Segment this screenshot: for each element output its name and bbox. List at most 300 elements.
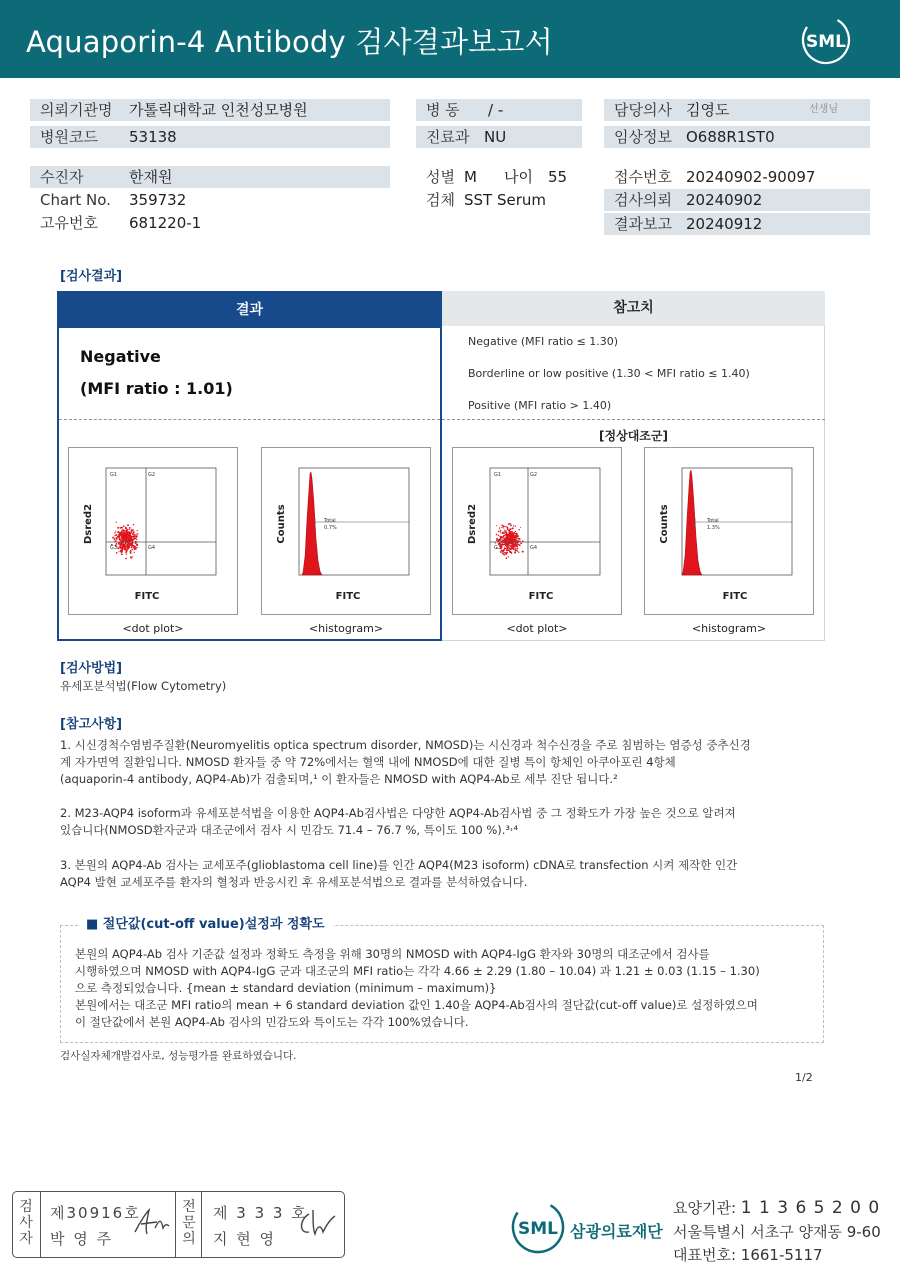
dot-event xyxy=(114,535,115,536)
note-2a: 2. M23-AQP4 isoform과 유세포분석법을 이용한 AQP4-Ab검사법은 다양한 AQP4-Ab검사법 중 그 정확도가 가장 높은 것으로 알려져 xyxy=(60,806,736,820)
result-ratio: (MFI ratio : 1.01) xyxy=(80,379,233,398)
dot-event xyxy=(508,523,510,525)
dot-event xyxy=(518,538,520,540)
dot-event xyxy=(515,542,516,543)
hospital-code-value: 53138 xyxy=(129,128,177,146)
dot-event xyxy=(135,535,137,537)
dot-event xyxy=(117,527,119,529)
institution-value: 가톨릭대학교 인천성모병원 xyxy=(129,101,308,119)
dot-event xyxy=(510,539,512,541)
dot-event xyxy=(503,532,504,533)
specialist-label: 전문의 xyxy=(182,1199,196,1247)
dot-event xyxy=(518,529,520,531)
dot-event xyxy=(507,535,508,536)
control-histogram-svg xyxy=(645,448,813,614)
ref-positive: Positive (MFI ratio > 1.40) xyxy=(468,399,612,412)
result-divider xyxy=(59,419,440,420)
dot-event xyxy=(510,531,511,532)
dot-event xyxy=(517,535,518,536)
footer-address: 서울특별시 서초구 양재동 9-60 xyxy=(673,1223,881,1241)
patient-dot-plot xyxy=(68,447,238,615)
dot-event xyxy=(118,551,119,552)
note-1c: (aquaporin-4 antibody, AQP4-Ab)가 검출되며,¹ 이 환자들은 NMOSD with AQP4-Ab로 세부 진단 됩니다.² xyxy=(60,772,618,786)
doctor-row xyxy=(604,99,870,121)
footer-phone xyxy=(673,1244,823,1265)
dot-event xyxy=(134,546,136,548)
control-histogram xyxy=(644,447,814,615)
dot-event xyxy=(499,527,500,528)
dot-event xyxy=(119,544,120,545)
footer-institution-code xyxy=(673,1197,880,1218)
dot-event xyxy=(508,545,510,547)
dot-event xyxy=(133,534,134,535)
dot-x-axis-label: FITC xyxy=(528,591,554,602)
dot-event xyxy=(128,540,129,541)
receipt-value: 20240902-90097 xyxy=(686,168,816,186)
patient-dot-caption: <dot plot> xyxy=(122,622,184,635)
dot-event xyxy=(502,550,504,552)
note-1a: 1. 시신경척수염범주질환(Neuromyelitis optica spectrum disorder, NMOSD)는 시신경과 척수신경을 주로 침범하는 염증성 중추신경 xyxy=(60,738,751,752)
inspector-label: 검사자 xyxy=(19,1199,33,1247)
dot-event xyxy=(510,524,512,526)
quad-g2: G2 xyxy=(530,472,538,478)
quad-g4: G4 xyxy=(148,545,156,551)
control-dot-caption: <dot plot> xyxy=(506,622,568,635)
dot-event xyxy=(506,549,508,551)
dot-event xyxy=(516,545,518,547)
dot-event xyxy=(133,552,134,553)
control-dot-plot-svg xyxy=(453,448,621,614)
dot-event xyxy=(515,531,516,532)
dot-event xyxy=(123,546,125,548)
dot-event xyxy=(121,551,123,553)
dot-event xyxy=(508,547,509,548)
dot-event xyxy=(519,545,521,547)
dot-event xyxy=(128,548,130,550)
dot-event xyxy=(500,540,501,541)
dot-event xyxy=(511,532,513,534)
dot-event xyxy=(118,534,120,536)
ref-negative: Negative (MFI ratio ≤ 1.30) xyxy=(468,335,619,348)
hist-x-axis-label: FITC xyxy=(335,591,361,602)
result-section-title: [검사결과] xyxy=(60,269,123,284)
dot-event xyxy=(498,535,499,536)
footer-org-name: 삼광의료재단 xyxy=(570,1222,663,1241)
dot-event xyxy=(117,547,119,549)
receipt-row xyxy=(604,166,870,188)
method-title: [검사방법] xyxy=(60,661,123,676)
dot-event xyxy=(519,540,520,541)
dot-event xyxy=(507,526,508,527)
dot-event xyxy=(509,529,510,530)
dot-event xyxy=(121,543,122,544)
dot-event xyxy=(505,532,507,534)
dot-event xyxy=(510,549,511,550)
patient-value: 한재원 xyxy=(129,168,173,186)
cutoff-line-5: 이 절단값에서 본원 AQP4-Ab 검사의 민감도와 특이도는 각각 100%였습니다. xyxy=(75,1015,469,1029)
sml-logo-icon xyxy=(800,14,852,66)
notes-title: [참고사항] xyxy=(60,717,123,732)
phone-label: 대표번호: xyxy=(673,1246,737,1264)
ward-value: / - xyxy=(488,101,504,119)
dot-event xyxy=(505,538,506,539)
dot-event xyxy=(114,539,116,541)
dot-event xyxy=(125,544,126,545)
dot-event xyxy=(128,536,129,537)
dot-event xyxy=(132,549,134,551)
dot-event xyxy=(122,529,124,531)
dot-event xyxy=(500,532,501,533)
specimen-value: SST Serum xyxy=(464,191,547,209)
dot-event xyxy=(134,548,135,549)
dot-event xyxy=(514,537,515,538)
dot-event xyxy=(521,543,522,544)
page-number: 1/2 xyxy=(795,1071,813,1084)
dot-event xyxy=(116,552,118,554)
dot-event xyxy=(500,551,502,553)
dot-event xyxy=(500,538,501,539)
dot-event xyxy=(126,545,128,547)
dot-event xyxy=(504,546,505,547)
dot-event xyxy=(136,544,138,546)
dept-label: 진료과 xyxy=(426,128,470,146)
dot-event xyxy=(508,534,510,536)
age-value: 55 xyxy=(548,168,568,186)
age-label: 나이 xyxy=(504,168,533,186)
cutoff-line-4: 본원에서는 대조군 MFI ratio의 mean + 6 standard deviation 값인 1.40을 AQP4-Ab검사의 절단값(cut-off value)로 설정하였으며 xyxy=(75,998,758,1012)
dot-event xyxy=(125,533,127,535)
dot-event xyxy=(114,532,115,533)
clinical-row xyxy=(604,126,870,148)
result-header: 결과 xyxy=(59,293,440,328)
dot-event xyxy=(130,556,132,558)
control-dot-cloud xyxy=(495,523,524,559)
dot-event xyxy=(515,550,517,552)
dot-event xyxy=(503,527,504,528)
patient-histogram-svg xyxy=(262,448,430,614)
control-histogram-peak xyxy=(682,470,702,575)
quad-g4: G4 xyxy=(530,545,538,551)
chart-row xyxy=(30,189,390,211)
note-2b: 있습니다(NMOSD환자군과 대조군에서 검사 시 민감도 71.4 – 76.7 %, 특이도 100 %).³˒⁴ xyxy=(60,823,519,837)
dot-event xyxy=(126,554,127,555)
dot-event xyxy=(122,534,123,535)
dot-event xyxy=(137,533,138,534)
dot-event xyxy=(509,536,510,537)
specimen-label: 검체 xyxy=(426,191,455,209)
svg-text:SML: SML xyxy=(806,32,846,52)
specialist-number: 제 3 3 3 호 xyxy=(213,1204,308,1222)
dot-event xyxy=(121,527,123,529)
dot-event xyxy=(502,525,504,527)
cutoff-line-3: 으로 측정되었습니다. {mean ± standard deviation (minimum – maximum)} xyxy=(75,981,497,995)
dot-event xyxy=(504,526,505,527)
dot-event xyxy=(506,540,507,541)
dot-event xyxy=(125,528,127,530)
dot-event xyxy=(133,529,134,530)
control-label: [정상대조군] xyxy=(599,429,668,443)
patient-histogram xyxy=(261,447,431,615)
hist-y-axis-label: Counts xyxy=(659,504,670,544)
institution-code-value: 1 1 3 6 5 2 0 0 xyxy=(740,1198,881,1218)
dot-event xyxy=(500,530,501,531)
dot-event xyxy=(132,556,133,557)
unique-id-label: 고유번호 xyxy=(40,214,98,232)
request-value: 20240902 xyxy=(686,191,763,209)
report-title: Aquaporin-4 Antibody 검사결과보고서 xyxy=(26,25,553,59)
dot-event xyxy=(506,526,507,527)
dot-event xyxy=(501,527,502,528)
dot-event xyxy=(120,548,121,549)
ward-row xyxy=(416,99,582,121)
dot-event xyxy=(496,525,497,526)
dot-event xyxy=(122,537,124,539)
inspector-name: 박 영 주 xyxy=(50,1230,114,1248)
dot-event xyxy=(115,531,116,532)
dot-event xyxy=(495,542,496,543)
dot-event xyxy=(507,528,509,530)
dot-event xyxy=(117,532,118,533)
dot-event xyxy=(506,552,508,554)
quad-g3: G3 xyxy=(110,545,118,551)
dot-event xyxy=(515,548,516,549)
dot-event xyxy=(520,527,521,528)
quad-g1: G1 xyxy=(494,472,502,478)
dot-event xyxy=(123,525,125,527)
dot-event xyxy=(502,532,503,533)
dot-event xyxy=(117,538,118,539)
report-row xyxy=(604,213,870,235)
cutoff-title: ■ 절단값(cut-off value)설정과 정확도 xyxy=(78,913,333,932)
result-value: Negative xyxy=(80,347,161,366)
institution-label: 의뢰기관명 xyxy=(40,101,113,119)
patient-label: 수진자 xyxy=(40,168,84,186)
patient-total-label: Total xyxy=(324,518,336,524)
sex-age-row xyxy=(416,166,586,188)
dot-event xyxy=(512,538,514,540)
dot-event xyxy=(125,552,127,554)
patient-total-value: 0.7% xyxy=(324,525,337,531)
dot-event xyxy=(513,548,515,550)
hospital-code-label: 병원코드 xyxy=(40,128,98,146)
dot-event xyxy=(504,530,505,531)
dot-event xyxy=(130,527,131,528)
svg-text:SML: SML xyxy=(518,1219,558,1239)
dot-event xyxy=(496,538,498,540)
hist-y-axis-label: Counts xyxy=(276,504,287,544)
dot-event xyxy=(129,527,130,528)
dot-event xyxy=(506,557,508,559)
dot-event xyxy=(124,530,125,531)
reference-header: 참고치 xyxy=(442,291,825,326)
dot-event xyxy=(132,533,134,535)
dot-event xyxy=(511,543,512,544)
dot-event xyxy=(505,553,507,555)
dot-y-axis-label: Dsred2 xyxy=(467,503,478,545)
dot-y-axis-label: Dsred2 xyxy=(83,503,94,545)
dot-event xyxy=(515,533,517,535)
patient-row xyxy=(30,166,390,188)
dot-event xyxy=(127,529,128,530)
dot-event xyxy=(130,544,132,546)
unique-id-value: 681220-1 xyxy=(129,214,202,232)
footnote: 검사실자체개발검사로, 성능평가를 완료하였습니다. xyxy=(60,1050,297,1062)
report-header xyxy=(0,0,900,78)
cutoff-line-2: 시행하였으며 NMOSD with AQP4-IgG 군과 대조군의 MFI ratio는 각각 4.66 ± 2.29 (1.80 – 10.04) 과 1.21 ± 0.03 (1.15 – 1.30) xyxy=(75,964,760,978)
dept-row xyxy=(416,126,582,148)
dot-event xyxy=(517,543,518,544)
dot-event xyxy=(522,551,524,553)
dot-event xyxy=(136,539,137,540)
patient-histogram-peak xyxy=(302,472,322,575)
dot-event xyxy=(124,537,126,539)
dot-event xyxy=(118,531,120,533)
dot-event xyxy=(502,540,504,542)
dot-event xyxy=(512,544,514,546)
dot-event xyxy=(515,535,516,536)
dot-event xyxy=(512,527,514,529)
doctor-suffix: 선생님 xyxy=(809,104,838,115)
dot-event xyxy=(130,551,131,552)
method-text: 유세포분석법(Flow Cytometry) xyxy=(60,679,227,693)
patient-dot-cloud xyxy=(111,522,139,560)
doctor-value: 김영도 xyxy=(686,101,730,119)
dot-event xyxy=(510,534,512,536)
inspector-signature-icon xyxy=(131,1206,171,1242)
dot-event xyxy=(115,534,117,536)
dot-event xyxy=(121,553,123,555)
patient-hist-caption: <histogram> xyxy=(308,622,384,635)
dot-event xyxy=(503,533,504,534)
dot-event xyxy=(502,553,504,555)
dot-event xyxy=(119,538,120,539)
dot-event xyxy=(502,544,504,546)
dot-event xyxy=(496,534,498,536)
inspector-number: 제30916호 xyxy=(50,1204,141,1222)
ward-label: 병 동 xyxy=(426,101,460,119)
quad-g2: G2 xyxy=(148,472,156,478)
patient-dot-plot-svg xyxy=(69,448,237,614)
dot-event xyxy=(518,552,519,553)
dot-event xyxy=(130,535,131,536)
dot-event xyxy=(498,531,500,533)
dot-event xyxy=(510,551,512,553)
dot-event xyxy=(514,552,515,553)
clinical-value: O688R1ST0 xyxy=(686,128,775,146)
dot-event xyxy=(500,536,502,538)
dot-event xyxy=(515,544,517,546)
specialist-name: 지 현 영 xyxy=(213,1230,277,1248)
dot-event xyxy=(508,543,509,544)
note-3b: AQP4 발현 교세포주를 환자의 혈청과 반응시킨 후 유세포분석법으로 결과를 분석하였습니다. xyxy=(60,875,528,889)
dot-event xyxy=(503,552,505,554)
control-hist-caption: <histogram> xyxy=(691,622,767,635)
dot-event xyxy=(119,540,120,541)
dot-event xyxy=(128,534,130,536)
ref-borderline: Borderline or low positive (1.30 < MFI ratio ≤ 1.40) xyxy=(468,367,750,380)
dot-event xyxy=(522,540,524,542)
dot-event xyxy=(513,534,514,535)
signature-box xyxy=(12,1191,345,1258)
dot-event xyxy=(129,532,130,533)
quad-g3: G3 xyxy=(494,545,502,551)
quad-g1: G1 xyxy=(110,472,118,478)
dot-event xyxy=(125,546,126,547)
dot-event xyxy=(124,544,125,545)
request-label: 검사의뢰 xyxy=(614,191,672,209)
dept-value: NU xyxy=(484,128,507,146)
dot-event xyxy=(511,535,513,537)
dot-x-axis-label: FITC xyxy=(134,591,160,602)
phone-value: 1661-5117 xyxy=(740,1246,823,1264)
dot-event xyxy=(127,524,129,526)
reference-divider xyxy=(442,419,825,420)
dot-event xyxy=(508,556,509,557)
cutoff-line-1: 본원의 AQP4-Ab 검사 기준값 설정과 정확도 측정을 위해 30명의 NMOSD with AQP4-IgG 환자와 30명의 대조군에서 검사를 xyxy=(75,947,710,961)
dot-event xyxy=(135,548,137,550)
dot-event xyxy=(112,537,114,539)
dot-event xyxy=(507,548,508,549)
dot-event xyxy=(504,540,505,541)
dot-event xyxy=(128,537,129,538)
dot-event xyxy=(507,540,509,542)
control-total-value: 1.3% xyxy=(707,525,720,531)
request-row xyxy=(604,189,870,211)
dot-event xyxy=(511,546,513,548)
dot-event xyxy=(128,543,129,544)
note-1b: 계 자가면역 질환입니다. NMOSD 환자들 중 약 72%에서는 혈액 내에 NMOSD에 대한 질병 특이 항체인 아쿠아포린 4항체 xyxy=(60,755,676,769)
dot-event xyxy=(516,550,517,551)
dot-event xyxy=(131,539,132,540)
dot-event xyxy=(516,538,517,539)
dot-event xyxy=(136,534,137,535)
receipt-label: 접수번호 xyxy=(614,168,672,186)
dot-event xyxy=(137,530,138,531)
dot-event xyxy=(127,549,128,550)
dot-event xyxy=(505,545,507,547)
dot-event xyxy=(120,535,121,536)
dot-event xyxy=(512,535,513,536)
footer-sml-logo-icon xyxy=(508,1198,568,1256)
hospital-code-row xyxy=(30,126,390,148)
dot-event xyxy=(116,522,117,523)
hist-x-axis-label: FITC xyxy=(722,591,748,602)
sex-label: 성별 xyxy=(426,168,455,186)
control-dot-plot xyxy=(452,447,622,615)
dot-event xyxy=(131,531,133,533)
dot-event xyxy=(129,529,130,530)
chart-label: Chart No. xyxy=(40,191,111,209)
dot-event xyxy=(505,530,506,531)
dot-event xyxy=(503,554,504,555)
dot-event xyxy=(127,537,128,538)
dot-event xyxy=(127,532,129,534)
clinical-label: 임상정보 xyxy=(614,128,672,146)
institution-code-label: 요양기관: xyxy=(673,1199,737,1217)
dot-event xyxy=(508,549,510,551)
dot-event xyxy=(121,531,122,532)
dot-event xyxy=(125,530,127,532)
doctor-label: 담당의사 xyxy=(614,101,672,119)
dot-event xyxy=(504,549,505,550)
dot-event xyxy=(503,535,505,537)
institution-row xyxy=(30,99,390,121)
report-value: 20240912 xyxy=(686,215,763,233)
dot-event xyxy=(516,548,518,550)
dot-event xyxy=(513,525,514,526)
dot-event xyxy=(133,524,134,525)
specimen-row xyxy=(416,189,586,211)
